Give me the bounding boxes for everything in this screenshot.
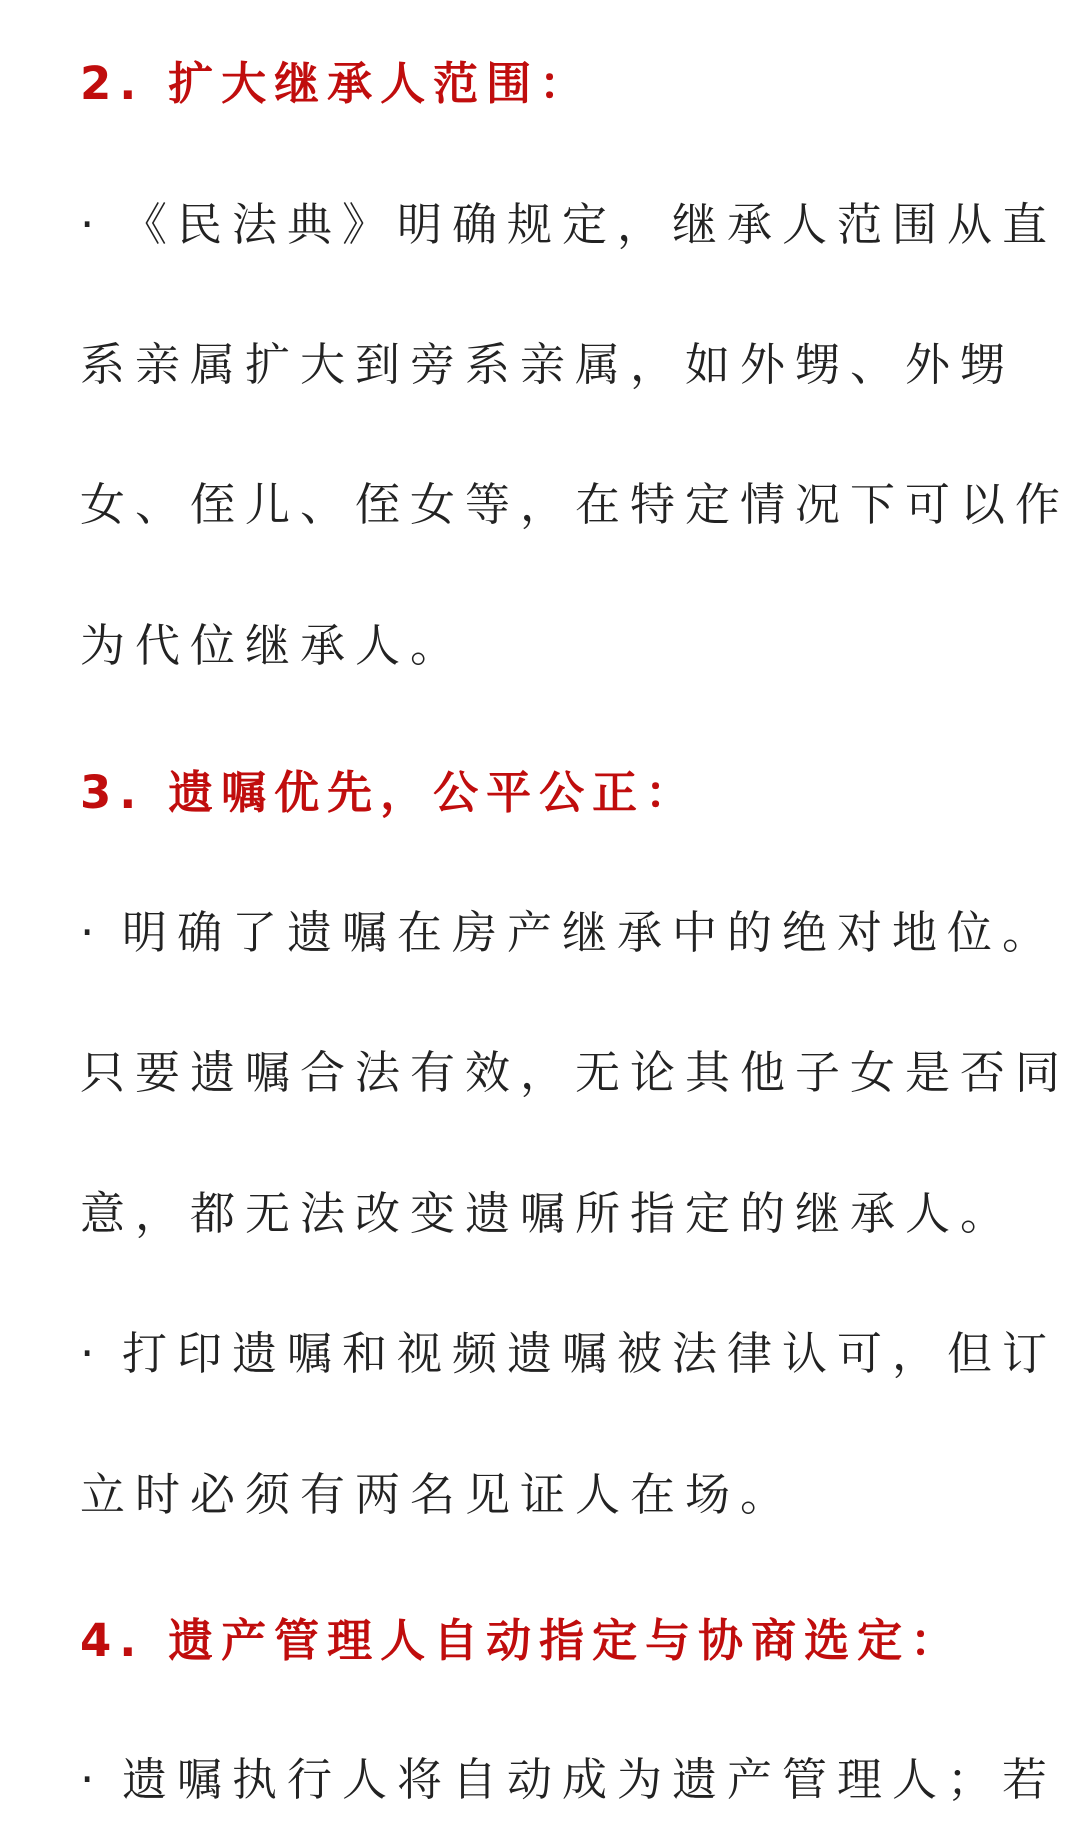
paragraph-line: 立时必须有两名见证人在场。 <box>80 1468 796 1521</box>
bullet: · <box>80 1327 105 1380</box>
bullet: · <box>80 906 105 959</box>
paragraph-line <box>80 190 1057 260</box>
section-heading-3: 3. 遗嘱优先，公平公正： <box>80 766 699 819</box>
paragraph-line: 女、侄儿、侄女等，在特定情况下可以作 <box>80 478 1071 531</box>
paragraph-line <box>80 1745 1057 1815</box>
paragraph-line: 为代位继承人。 <box>80 619 466 672</box>
paragraph-line <box>80 898 1057 968</box>
section-heading-2: 2. 扩大继承人范围： <box>80 57 593 110</box>
paragraph-line <box>80 1319 1057 1389</box>
bullet: · <box>80 198 105 251</box>
paragraph-text: 明确了遗嘱在房产继承中的绝对地位。 <box>122 906 1058 959</box>
section-heading-4: 4. 遗产管理人自动指定与协商选定： <box>80 1614 964 1667</box>
paragraph-text: 打印遗嘱和视频遗嘱被法律认可，但订 <box>122 1327 1058 1380</box>
paragraph-text: 遗嘱执行人将自动成为遗产管理人；若 <box>122 1753 1058 1806</box>
paragraph-text: 《民法典》明确规定，继承人范围从直 <box>122 198 1058 251</box>
paragraph-line: 意，都无法改变遗嘱所指定的继承人。 <box>80 1187 1016 1240</box>
paragraph-line: 系亲属扩大到旁系亲属，如外甥、外甥 <box>80 338 1016 391</box>
bullet: · <box>80 1753 105 1806</box>
paragraph-line: 只要遗嘱合法有效，无论其他子女是否同 <box>80 1046 1071 1099</box>
